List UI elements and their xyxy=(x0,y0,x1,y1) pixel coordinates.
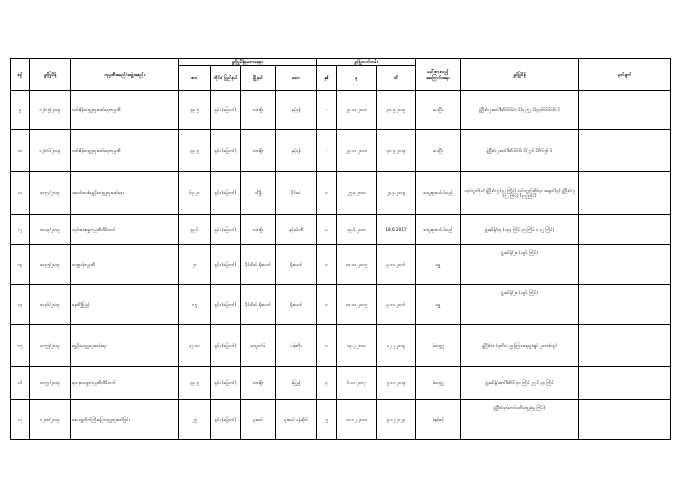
row-area: ရိုးမောင် xyxy=(276,285,317,325)
row-order: ဖွဲ့ပြီး/၁၂အက်ဒီး/၆၆၆၆/၁ မိ/၄၇၅၂ မိ/၃၄၆၆၆၆၆/၆ ၆ xyxy=(461,91,579,130)
row-from: ၁၀.၁၀.၂၀၁၅ xyxy=(337,285,377,325)
row-year: ၁ xyxy=(317,325,337,367)
row-acre: ၁၅ xyxy=(179,285,211,325)
row-area: ပန်းတိုး xyxy=(276,325,317,367)
row-order: လုပ်ကွက်(၁) ဖွဲ့ပြီး/၁၅ (၄၂ ကြိမ်) လုပ်ကွက်ဆိုင်ရာ အချက်(၃) ဖွဲ့ပြီး/၁၅ (၇၂ ကြိမ်) (၄၅ ကြိမ်) xyxy=(461,172,579,215)
row-remark xyxy=(579,285,671,325)
row-date: ၀၀၄၅/၂၀၁၉ xyxy=(30,245,71,285)
row-region: ရှမ်း (မြောက်) xyxy=(211,285,241,325)
row-no: ၁၆ xyxy=(11,367,30,400)
row-acre: ၂၅ xyxy=(179,400,211,440)
header-company: ကုမ္ပဏီအမည်/အဖွဲ့အစည်း xyxy=(71,59,179,91)
row-township: လားရှိုး xyxy=(241,91,276,130)
table-row xyxy=(11,400,671,440)
row-to: ၁၂.၂.၂၀၁၉ xyxy=(377,325,416,367)
row-acre: ၄၉.၅ xyxy=(179,367,211,400)
row-to: ၉.၁၂.၂၀၂၃ xyxy=(377,400,416,440)
header-region: တိုင်း/ ပြည်နယ် xyxy=(211,66,241,91)
table-row xyxy=(11,325,671,367)
row-company: လင်းစိန်သတ္တုတူးဖော်ရေးကုမ္ပဏီ xyxy=(71,91,179,130)
row-area: မူဆယ်-ပန်ဆိုင်း xyxy=(276,400,317,440)
table-row xyxy=(11,91,671,130)
row-acre: ၄၉.၅ xyxy=(179,91,211,130)
row-from: ၆.၁၁.၂၀၁၇ xyxy=(337,367,377,400)
row-status: ပေးပြီး xyxy=(416,91,461,130)
row-township: မိုင်းမိတ် ရိုးမောင် xyxy=(241,245,276,285)
row-remark xyxy=(579,172,671,215)
row-township: လားရှိုး xyxy=(241,130,276,172)
table-row xyxy=(11,130,671,172)
row-acre: ၆၃.၂၁ xyxy=(179,172,211,215)
row-company: လင်းစိန်သတ္တုတူးဖော်ရေးကုမ္ပဏီ xyxy=(71,130,179,172)
row-company: ရတနာသစ္စာကုမ္ပဏီလီမိတက် xyxy=(71,367,179,400)
row-township: မူဆယ် xyxy=(241,400,276,440)
row-remark xyxy=(579,367,671,400)
header-status: ခေါ်ထားသည့် အကြောင်းအရာ xyxy=(416,59,461,91)
row-year: - xyxy=(317,130,337,172)
row-company: ဂရင်းဒေးရွှေကုမ္ပဏီလီမိတက် xyxy=(71,215,179,245)
row-year: ၁ xyxy=(317,245,337,285)
row-year: ၃ xyxy=(317,367,337,400)
row-to: ၃၁.၅.၂၀၁၉ xyxy=(377,91,416,130)
table-row xyxy=(11,172,671,215)
row-date: ၀၀၅၅/၂၀၁၉ xyxy=(30,325,71,367)
row-from: ၁၀.၁၀.၂၀၁၅ xyxy=(337,245,377,285)
row-from: ၂၃.၁၁.၂၀၁၈ xyxy=(337,130,377,172)
header-period-group: ခွင့်ပြုသက်တမ်း xyxy=(317,59,416,66)
row-order: ဖွဲ့ပြီး/၁၂အက်ဒီး/၆၆၆/၆ မိ/၂၇၆ မိ/၆၆၅၆ ၆ xyxy=(461,130,579,172)
row-no: ၁၁ xyxy=(11,172,30,215)
row-date: ၀၀၁၃/၂၀၁၉ xyxy=(30,215,71,245)
row-order: ဖွဲ့အမိန့်/၂၀ (၁၉၆ ကြိမ်) xyxy=(461,285,579,325)
row-company: ရွှေမိုးသတ္တုတူးဖော်ရေး xyxy=(71,325,179,367)
row-region: ရှမ်း (မြောက်) xyxy=(211,130,241,172)
row-company: နေသိဒ္ဓိပြည် xyxy=(71,285,179,325)
header-site-group: ခွင့်ပြုမိန့်ရသောနေရာ xyxy=(179,59,317,66)
row-date: ၀၀၄၆/၂၀၁၉ xyxy=(30,285,71,325)
row-order: ဖွဲ့ပြီး/၁၃(ကော်မတီတွေ့ဆုံမှု ကြိမ်) xyxy=(461,400,579,440)
header-year: နှစ် xyxy=(317,66,337,91)
table-row xyxy=(11,215,671,245)
row-region: ရှမ်း (မြောက်) xyxy=(211,400,241,440)
row-area: ရိုးမောင် xyxy=(276,245,317,285)
row-no: ၁၅ xyxy=(11,325,30,367)
row-remark xyxy=(579,130,671,172)
row-acre: ၄၉.၅ xyxy=(179,130,211,172)
row-area: နမ့်ဝုန် xyxy=(276,91,317,130)
row-from: ၁၉.၆.၂၀၁၈ xyxy=(337,215,377,245)
row-status: ပေးပြီး xyxy=(416,130,461,172)
row-status: ရွှေ xyxy=(416,285,461,325)
row-remark xyxy=(579,215,671,245)
row-area: မိုင်းယဲ xyxy=(276,172,317,215)
row-remark xyxy=(579,400,671,440)
header-order: ခွင့်ပြုမိန့် xyxy=(461,59,579,91)
header-area: ဒေသ xyxy=(276,66,317,91)
row-status: ကျေးဇူးတင်ပါသည် xyxy=(416,215,461,245)
row-year: ၅ xyxy=(317,400,337,440)
table-row xyxy=(11,367,671,400)
header-remark: မှတ်ချက် xyxy=(579,59,671,91)
row-region: ရှမ်း (မြောက်) xyxy=(211,172,241,215)
row-to: ၉.၁၀.၂၀၁၆ xyxy=(377,285,416,325)
row-no: ၁၀ xyxy=(11,130,30,172)
header-no: စဥ် xyxy=(11,59,30,91)
row-status: ခဲသတ္တု xyxy=(416,325,461,367)
header-to: ထိ xyxy=(377,66,416,91)
row-status: ခဲသတ္တု xyxy=(416,367,461,400)
row-township: မိုင်းမိတ် ရိုးမောင် xyxy=(241,285,276,325)
row-to: ၅.၁၁.၂၀၁၉ xyxy=(377,367,416,400)
row-to: ၉.၁၀.၂၀၁၆ xyxy=(377,245,416,285)
permit-table xyxy=(10,58,671,440)
row-remark xyxy=(579,91,671,130)
row-from: ၁၀.၁၂.၂၀၁၈ xyxy=(337,400,377,440)
row-status: ခဲနှင့်ဇင့် xyxy=(416,400,461,440)
row-to: 18.6.2017 xyxy=(377,215,416,245)
row-acre: ၄၉.၆ xyxy=(179,215,211,245)
row-no: ၁၃ xyxy=(11,245,30,285)
row-status: ရွှေ xyxy=(416,245,461,285)
row-remark xyxy=(579,245,671,285)
row-no: ၉ xyxy=(11,91,30,130)
row-township: ကျောက်မဲ xyxy=(241,325,276,367)
row-to: ၃၁.၅.၂၀၁၉ xyxy=(377,130,416,172)
row-acre: ၂၀ xyxy=(179,245,211,285)
row-township: လားရှိုး xyxy=(241,367,276,400)
table-row xyxy=(11,245,671,285)
row-region: ရှမ်း (မြောက်) xyxy=(211,245,241,285)
row-date: ၀၀၄၇/၂၀၁၉ xyxy=(30,172,71,215)
header-acre: ဧက xyxy=(179,66,211,91)
row-region: ရှမ်း (မြောက်) xyxy=(211,367,241,400)
row-company: ဒေး ရွှေတိုက်ကြီးမြေသတ္တုတူးဖော်ခြင်း xyxy=(71,400,179,440)
row-region: ရှမ်း (မြောက်) xyxy=(211,215,241,245)
row-from: ၂၃.၁၁.၂၀၁၈ xyxy=(337,91,377,130)
row-date: ၁၂၀၈/၂၀၁၉ xyxy=(30,400,71,440)
row-order: ဖွဲ့အမိန့်/၂၀ (၁၉၆ ကြိမ်) xyxy=(461,245,579,285)
row-order: ဖွဲ့အမိန့်/အက်ဒီး/၆၆ ၃၁ ကြိမ် ၂၅ မိ ၄၄ ကြိမ် xyxy=(461,367,579,400)
header-from: မှ xyxy=(337,66,377,91)
row-from: ၁၃.၂.၂၀၁၈ xyxy=(337,325,377,367)
row-year: - xyxy=(317,91,337,130)
row-date: ၁၂/၁၆/၂၀၁၉ xyxy=(30,130,71,172)
row-area: နမ့်ခမ်း-စီ xyxy=(276,215,317,245)
row-year: ၁ xyxy=(317,215,337,245)
row-area: နမ့်ဝုန် xyxy=(276,130,317,172)
row-order: ဖွဲ့ပြီး/၁၀ (ဒုတိယ ညွှန်ကြားရေးမှူးချုပ် ၂၀၁၈/၁၉) xyxy=(461,325,579,367)
row-company: အလင်းသစ်ရွှေမိုးသတ္တုတူးဖော်ရေး xyxy=(71,172,179,215)
row-year: ၁ xyxy=(317,172,337,215)
row-remark xyxy=(579,325,671,367)
row-company: သဏ္ဍာန်ကုမ္ပဏီ xyxy=(71,245,179,285)
row-from: ၂၅.၃.၂၀၁၈ xyxy=(337,172,377,215)
row-township: လားရှိုး xyxy=(241,215,276,245)
row-order: ဖွဲ့အမိန့်/၁၃ (၁၃၃ ကြိမ် ၃၅ ကြိမ် ၁ ၃၂ ကြိမ်) xyxy=(461,215,579,245)
table-row xyxy=(11,285,671,325)
row-status: ကျေးဇူးတင်ပါသည် xyxy=(416,172,461,215)
row-region: ရှမ်း (မြောက်) xyxy=(211,91,241,130)
row-year: ၁ xyxy=(317,285,337,325)
row-to: ၂၄.၃.၂၀၁၉ xyxy=(377,172,416,215)
row-region: ရှမ်း (မြောက်) xyxy=(211,325,241,367)
row-date: ၁၂/၁၅/၂၀၁၉ xyxy=(30,91,71,130)
header-date: ခွင့်ပြုမိန့် xyxy=(30,59,71,91)
row-date: ၀၀၅၇/၂၀၁၉ xyxy=(30,367,71,400)
row-no: ၁၇ xyxy=(11,400,30,440)
row-no: ၁၂ xyxy=(11,215,30,245)
row-no: ၁၄ xyxy=(11,285,30,325)
header-township: မြို့နယ် xyxy=(241,66,276,91)
row-acre: ၄၇.၁၁ xyxy=(179,325,211,367)
row-township: သိန္နီ xyxy=(241,172,276,215)
row-area: ခဲပြည့် xyxy=(276,367,317,400)
